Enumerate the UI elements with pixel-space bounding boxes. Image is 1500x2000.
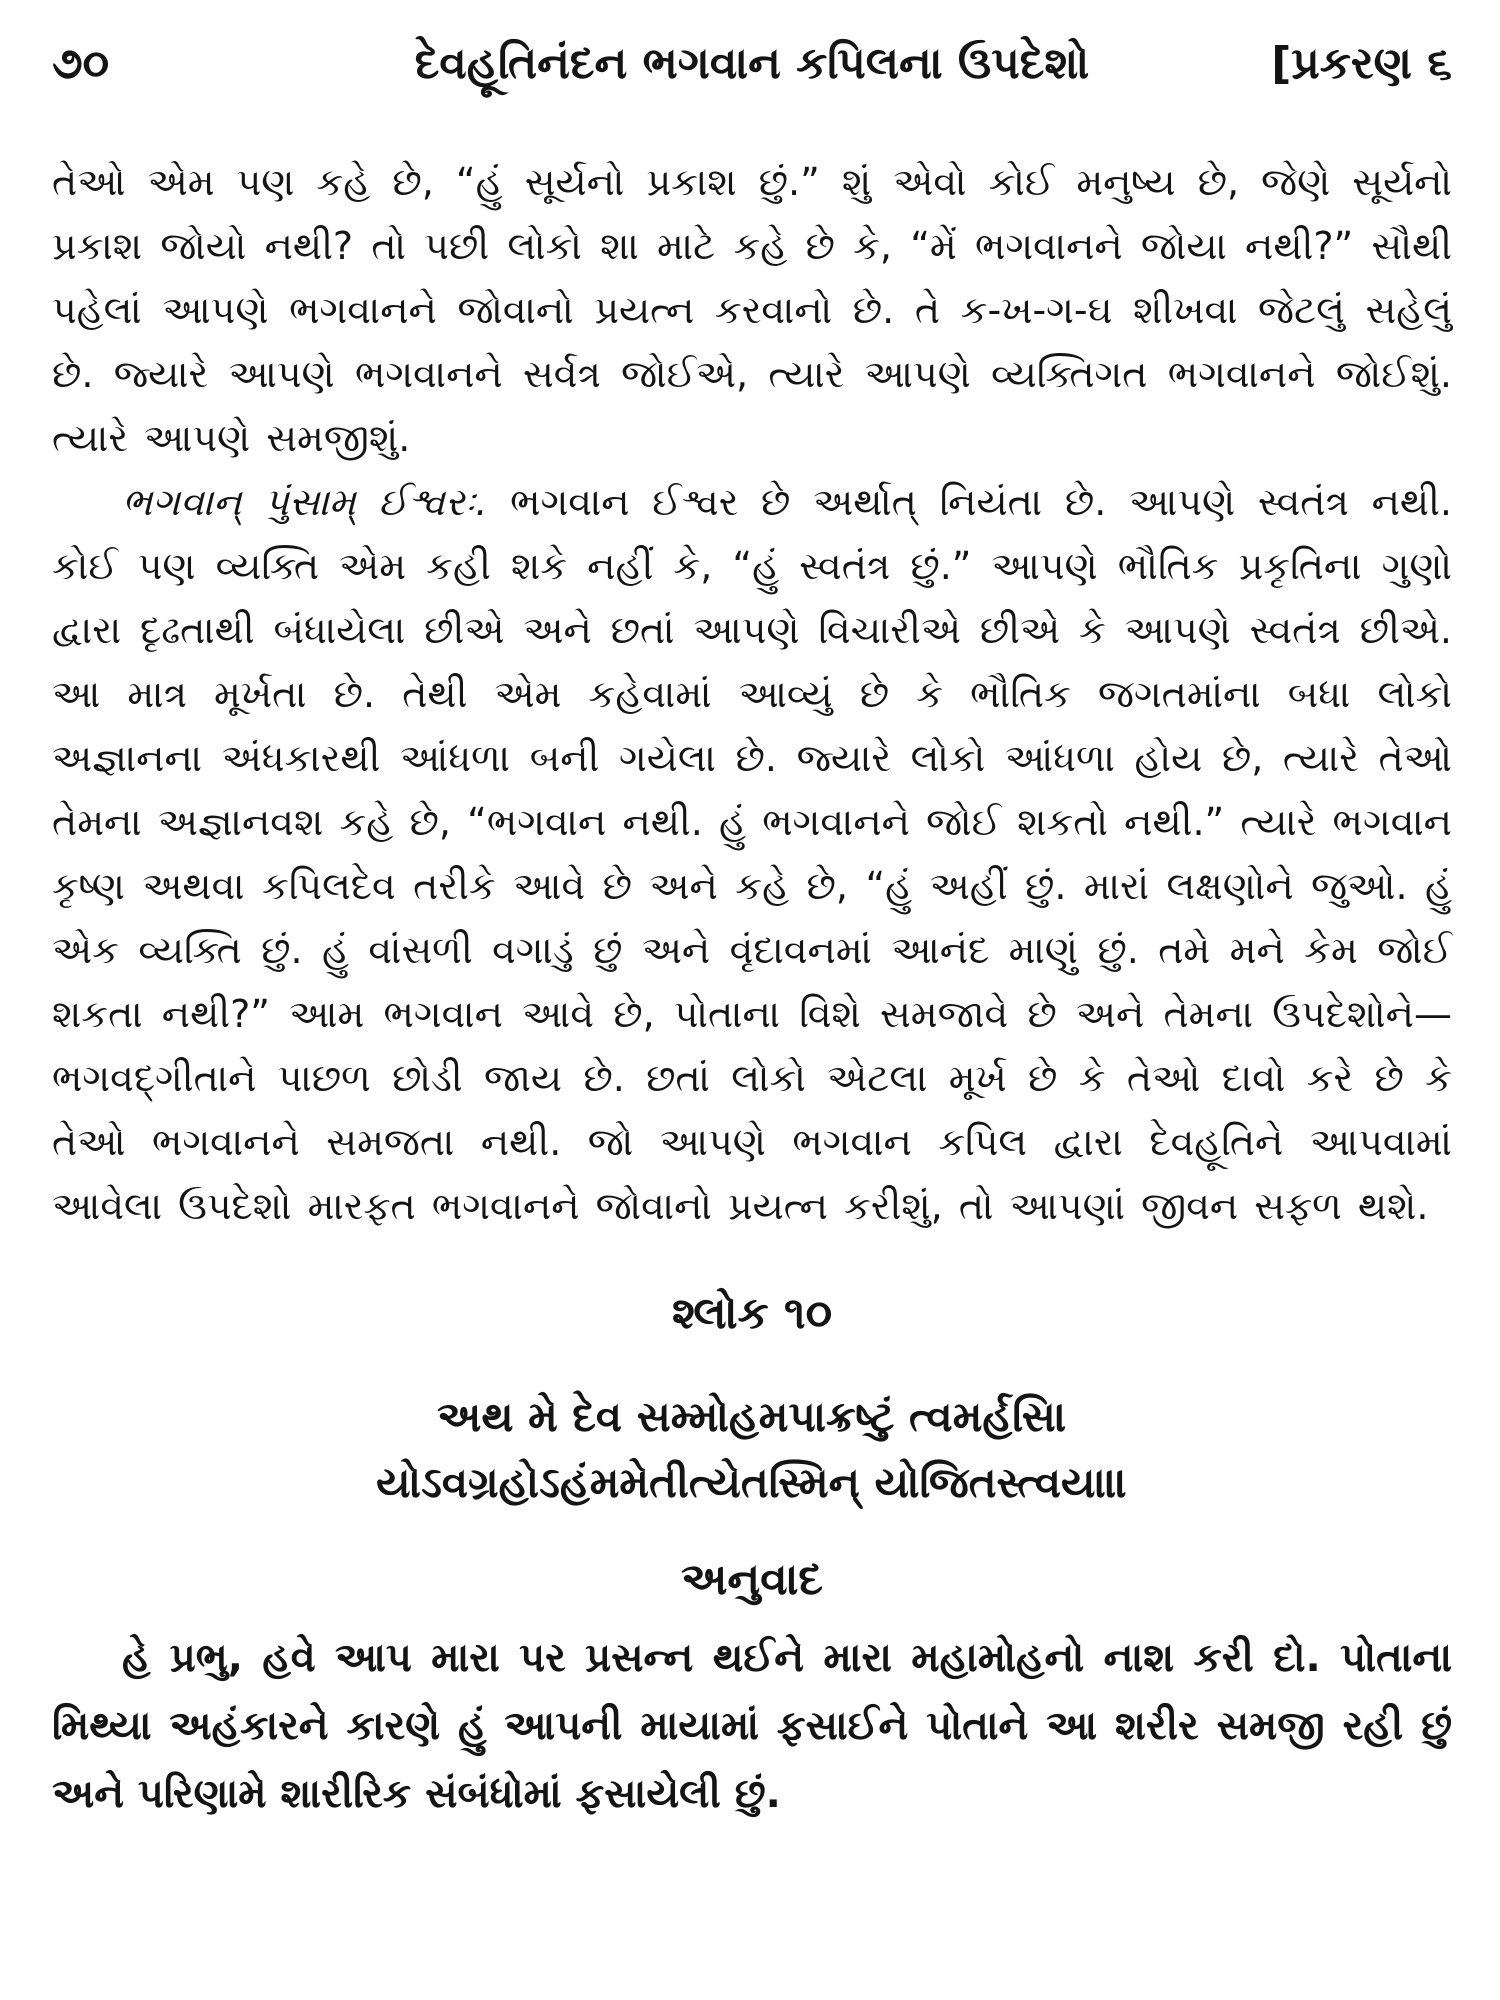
commentary-body xyxy=(52,150,1452,1238)
chapter-label: [પ્રકરણ ૬ xyxy=(1271,38,1452,89)
sanskrit-quote: ભગવાન્ પુંસામ્ ઈશ્વરઃ. xyxy=(122,480,488,524)
page-number: ૭૦ xyxy=(52,38,110,89)
commentary-paragraph-2 xyxy=(52,470,1452,1238)
translation-block xyxy=(52,1624,1452,1828)
verse-line-1: અથ મે દેવ સમ્મોહમપાક્રષ્ટું ત્વમર્હસિ। xyxy=(437,1392,1067,1441)
translation-heading: અનુવાદ xyxy=(681,1554,823,1605)
translation-text: હે પ્રભુ, હવે આપ મારા પર પ્રસન્ન થઈને મારા મહામોહનો નાશ કરી દો. પોતાના મિથ્યા અહંકારને કારણે હું આપની માયામાં ફસાઈને પોતાને આ શરીર સમજી રહી છું અને પરિણામે શારીરિક સંબંધોમાં ફસાયેલી છું. xyxy=(52,1635,1452,1817)
verse-heading: શ્લોક ૧૦ xyxy=(671,1288,833,1339)
running-title: દેવહૂતિનંદન ભગવાન કપિલના ઉપદેશો xyxy=(414,38,1090,89)
verse-line-2: યોઽવગ્રહોઽહંમમેતીત્યેતસ્મિન્ યોજિતસ્ત્વયા॥ xyxy=(376,1458,1128,1507)
commentary-paragraph-2-text: ભગવાન ઈશ્વર છે અર્થાત્ નિયંતા છે. આપણે સ્વતંત્ર નથી. કોઈ પણ વ્યક્તિ એમ કહી શકે નહીં કે, “હું સ્વતંત્ર છું.” આપણે ભૌતિક પ્રકૃતિના ગુણો દ્વારા દૃઢતાથી બંધાયેલા છીએ અને છતાં આપણે વિચારીએ છીએ કે આપણે સ્વતંત્ર છીએ. આ માત્ર મૂર્ખતા છે. તેથી એમ કહેવામાં આવ્યું છે કે ભૌતિક જગતમાંના બધા લોકો અજ્ઞાનના અંધકારથી આંધળા બની ગયેલા છે. જ્યારે લોકો આંધળા હોય છે, ત્યારે તેઓ તેમના અજ્ઞાનવશ કહે છે, “ભગવાન નથી. હું ભગવાનને જોઈ શકતો નથી.” ત્યારે ભગવાન કૃષ્ણ અથવા કપિલદેવ તરીકે આવે છે અને કહે છે, “હું અહીં છું. મારાં લક્ષણોને જુઓ. હું એક વ્યક્તિ છું. હું વાંસળી વગાડું છું અને વૃંદાવનમાં આનંદ માણું છું. તમે મને કેમ જોઈ શકતા નથી?” આમ ભગવાન આવે છે, પોતાના વિશે સમજાવે છે અને તેમના ઉપદેશોને— ભગવદ્‌ગીતાને પાછળ છોડી જાય છે. છતાં લોકો એટલા મૂર્ખ છે કે તેઓ દાવો કરે છે કે તેઓ ભગવાનને સમજતા નથી. જો આપણે ભગવાન કપિલ દ્વારા દેવહૂતિને આપવામાં આવેલા ઉપદેશો મારફત ભગવાનને જોવાનો પ્રયત્ન કરીશું, તો આપણાં જીવન સફળ થશે. xyxy=(52,480,1452,1228)
verse-text xyxy=(52,1384,1452,1516)
page-header xyxy=(52,0,1452,150)
commentary-paragraph-1: તેઓ એમ પણ કહે છે, “હું સૂર્યનો પ્રકાશ છું.” શું એવો કોઈ મનુષ્ય છે, જેણે સૂર્યનો પ્રકાશ જોયો નથી? તો પછી લોકો શા માટે કહે છે કે, “મેં ભગવાનને જોયા નથી?” સૌથી પહેલાં આપણે ભગવાનને જોવાનો પ્રયત્ન કરવાનો છે. તે ક-ખ-ગ-ઘ શીખવા જેટલું સહેલું છે. જ્યારે આપણે ભગવાનને સર્વત્ર જોઈએ, ત્યારે આપણે વ્યક્તિગત ભગવાનને જોઈશું. ત્યારે આપણે સમજીશું. xyxy=(52,160,1452,460)
